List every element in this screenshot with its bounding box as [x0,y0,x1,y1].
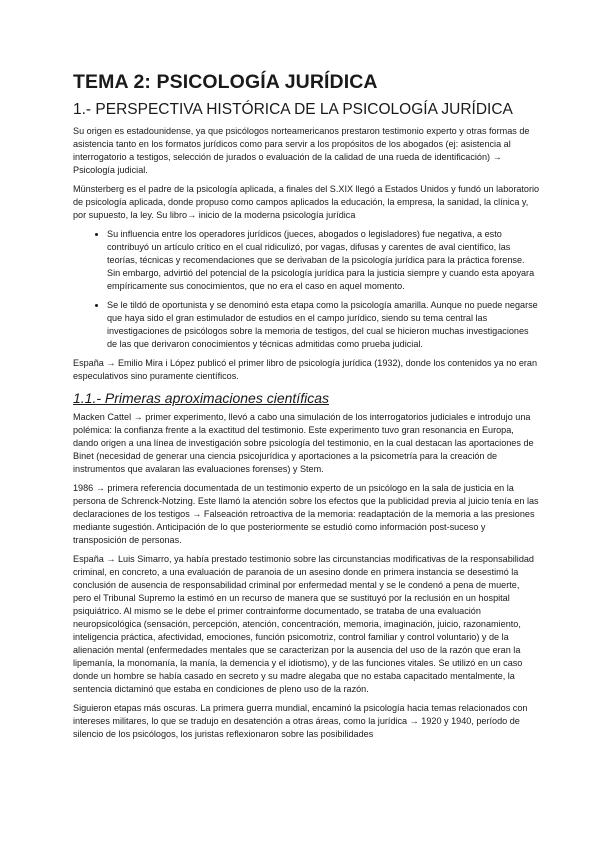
paragraph-cattel: Macken Cattel → primer experimento, llevó a cabo una simulación de los interrogatorios judiciales e introdujo una polémica: la confianza frente a la exactitud del testimonio. Este experimento tuvo gran resonancia en Europa, dando origen a una línea de investigación sobre psicología del testimonio, en la cual destacan las aportaciones de Binet (necesidad de generar una ciencia psicojurídica y aportaciones a la psicometría para la creación de instrumentos que avalaran las evaluaciones forenses) y Stem. [73,412,534,474]
paragraph-origin: Su origen es estadounidense, ya que psicólogos norteamericanos prestaron testimonio experto y otras formas de asistencia tanto en los formatos jurídicos como para servir a los propósitos de los abogados (ej: asistencia al interrogatorio a testigos, selección de jurados o evaluación de la calidad de una rueda de identificación) → Psicología judicial. [73,126,530,175]
paragraph-munsterberg: Münsterberg es el padre de la psicología aplicada, a finales del S.XIX llegó a Estados Unidos y fundó un laboratorio de psicología aplicada, donde propuso como campos aplicados la educación, la empresa, la sanidad, la clínica y, por supuesto, la ley. Su libro→ inicio de la moderna psicología jurídica [73,184,540,220]
document-title: TEMA 2: PSICOLOGÍA JURÍDICA [73,71,378,93]
section-heading: 1.- PERSPECTIVA HISTÓRICA DE LA PSICOLOGÍA JURÍDICA [73,101,513,118]
bullet-item: • Se le tildó de oportunista y se denominó esta etapa como la psicología amarilla. Aunque no puede negarse que haya sido el gran estimulador de estudios en el campo jurídico, siendo su tema central las investigaciones de psicólogos sobre la memoria de testigos, del cual se hicieron muchas investigaciones de las que derivaron conocimientos y técnicas admitidas como prueba judicial. [107,299,540,351]
bullet-item: • Su influencia entre los operadores jurídicos (jueces, abogados o legisladores) fue negativa, a esto contribuyó un artículo crítico en el cual ridiculizó, por vagas, difusas y carentes de aval científico, las teorías, técnicas y recomendaciones que se derivaban de la psicología jurídica para la práctica forense. Sin embargo, advirtió del potencial de la psicología jurídica para la justicia siempre y cuando esta apoyara empíricamente sus conocimientos, que no era el caso en aquel momento. [107,228,540,293]
paragraph-later-stages: Siguieron etapas más oscuras. La primera guerra mundial, encaminó la psicología hacia temas relacionados con intereses militares, lo que se tradujo en desatención a otras áreas, como la jurídica → 1920 y 1940, período de silencio de los psicólogos, los juristas reflexionaron sobre las posibilidades [73,703,528,739]
paragraph-spain-mira: España → Emilio Mira i López publicó el primer libro de psicología jurídica (1932), donde los contenidos ya no eran especulativos sino puramente científicos. [73,358,538,381]
paragraph-simarro: España → Luis Simarro, ya había prestado testimonio sobre las circunstancias modificativas de la responsabilidad criminal, en concreto, a una evaluación de paranoia de un asesino donde en primera instancia se desestimó la conclusión de ausencia de responsabilidad criminal por enfermedad mental y se le condenó a pena de muerte, pero el Tribunal Supremo la estimó en un recurso de manera que se sustituyó por la reclusión en un hospital psiquiátrico. Al mismo se le debe el primer contrainforme documentado, se trataba de una evaluación neuropsicológica (sensación, percepción, atención, concentración, memoria, imaginación, juicio, razonamiento, inteligencia práctica, afectividad, emociones, función psicomotriz, control familiar y control voluntario) y de la alienación mental (enfermedades mentales que se caracterizan por la ausencia del uso de la razón que eran la lipemanía, la monomanía, la manía, la demencia y el idiotismo), y de las funciones vitales. Se utilizó en un caso donde un hombre se había casado en secreto y su madre alegaba que no estaba capacitado mentalmente, la sentencia dictaminó que estaba en condiciones de pleno uso de la razón. [73,554,534,694]
bullet-list [73,228,540,351]
paragraph-schrenck: 1986 → primera referencia documentada de un testimonio experto de un psicólogo en la sala de justicia en la persona de Schrenck-Notzing. Este llamó la atención sobre los efectos que la publicidad previa al juicio tenía en las declaraciones de los testigos → Falseación retroactiva de la memoria: readaptación de la memoria a las presiones mediante sugestión. Anticipación de lo que posteriormente se estudió como información post-suceso y transposición de personas. [73,483,539,545]
subsection-heading: 1.1.- Primeras aproximaciones científicas [73,390,329,406]
